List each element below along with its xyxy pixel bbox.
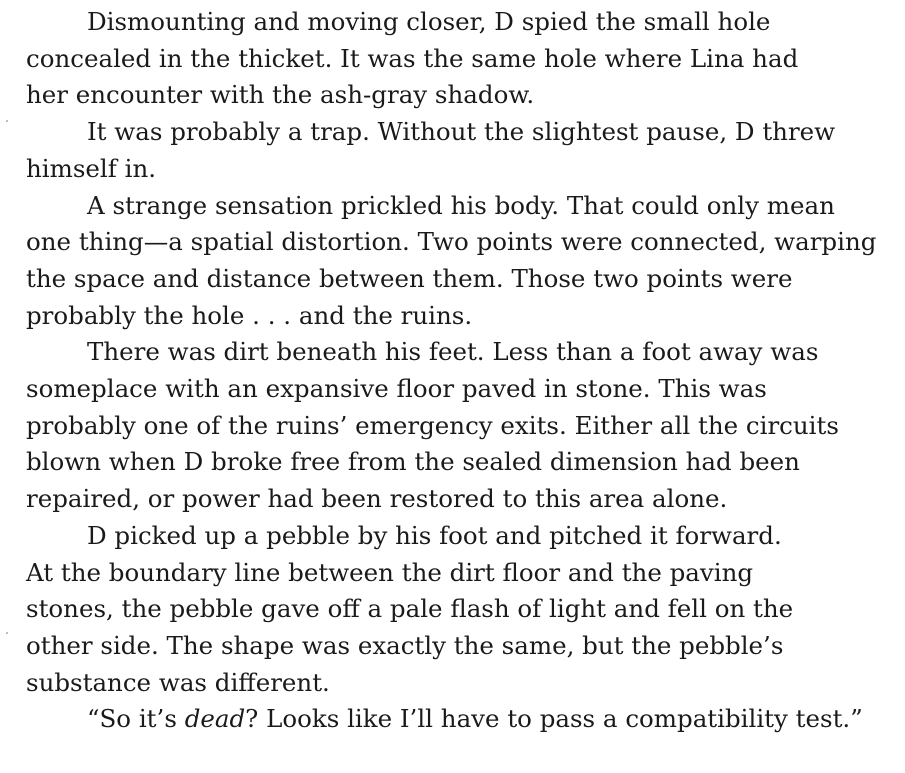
paragraph-4-line-5: repaired, or power had been restored to this area alone. bbox=[26, 484, 728, 514]
paragraph-3-line-3: the space and distance between them. Those two points were bbox=[26, 263, 793, 293]
paragraph-5-line-2: At the boundary line between the dirt floor and the paving bbox=[26, 557, 754, 587]
scan-speck bbox=[6, 632, 8, 634]
paragraph-4-line-1: There was dirt beneath his feet. Less than a foot away was bbox=[87, 337, 819, 367]
paragraph-4-line-3: probably one of the ruins’ emergency exits. Either all the circuits bbox=[26, 410, 839, 440]
paragraph-1-line-1: Dismounting and moving closer, D spied the small hole bbox=[87, 7, 771, 36]
paragraph-3-line-4: probably the hole . . . and the ruins. bbox=[26, 300, 473, 330]
paragraph-5-line-3: stones, the pebble gave off a pale flash of light and fell on the bbox=[26, 594, 794, 624]
dialogue-text-after: ? Looks like I’ll have to pass a compatibility test.” bbox=[245, 704, 863, 734]
paragraph-5-line-1: D picked up a pebble by his foot and pitched it forward. bbox=[87, 520, 782, 550]
paragraph-2-line-1: It was probably a trap. Without the slightest pause, D threw bbox=[87, 117, 836, 147]
scan-speck bbox=[6, 120, 8, 122]
paragraph-5-line-4: other side. The shape was exactly the same, but the pebble’s bbox=[26, 630, 784, 660]
paragraph-3-line-1: A strange sensation prickled his body. That could only mean bbox=[87, 190, 835, 220]
body-text bbox=[26, 4, 877, 738]
paragraph-6-line-1 bbox=[26, 701, 863, 738]
paragraph-4-line-2: someplace with an expansive floor paved in stone. This was bbox=[26, 374, 767, 404]
paragraph-3-line-2: one thing—a spatial distortion. Two points were connected, warping bbox=[26, 227, 877, 257]
dialogue-italic-word: dead bbox=[184, 704, 246, 734]
paragraph-1-line-3: her encounter with the ash-gray shadow. bbox=[26, 80, 535, 110]
dialogue-text-before: “So it’s bbox=[87, 704, 185, 734]
paragraph-1-line-2: concealed in the thicket. It was the same hole where Lina had bbox=[26, 43, 799, 73]
paragraph-4-line-4: blown when D broke free from the sealed dimension had been bbox=[26, 447, 800, 477]
paragraph-5-line-5: substance was different. bbox=[26, 667, 330, 697]
paragraph-2-line-2: himself in. bbox=[26, 153, 157, 183]
